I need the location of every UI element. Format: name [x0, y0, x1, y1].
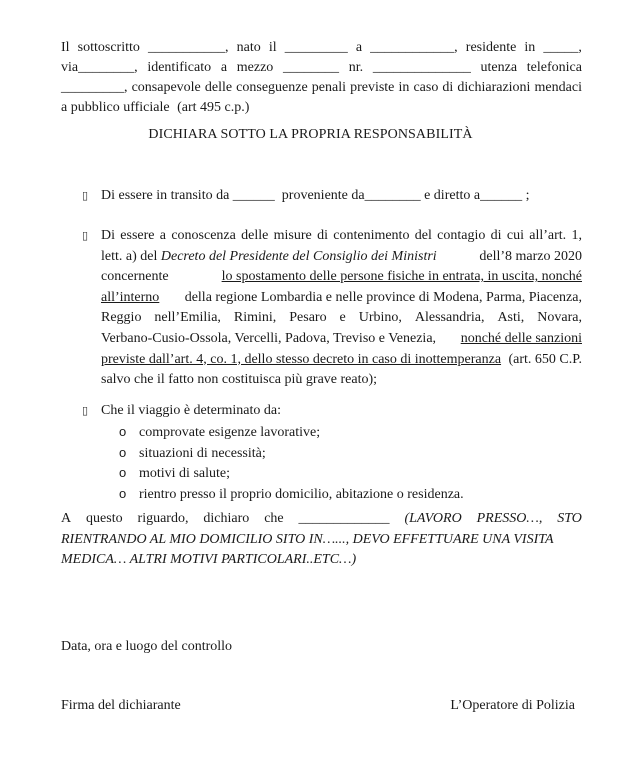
- concernente-text: concernente: [101, 269, 173, 285]
- awareness-word: del: [414, 228, 432, 243]
- intro-word: caso: [413, 80, 439, 95]
- regard-word: (LAVORO: [404, 511, 462, 526]
- awareness-word: contagio: [437, 228, 486, 243]
- intro-word: a: [220, 60, 228, 75]
- intro-word: delle: [204, 80, 233, 95]
- intro-word: nato: [236, 40, 261, 55]
- bullet-icon: ▯: [82, 229, 89, 242]
- awareness-word: di: [490, 228, 502, 243]
- list-item-text: situazioni di necessità;: [139, 445, 266, 461]
- awareness-line-4: [101, 288, 582, 309]
- bullet-icon: ▯: [82, 404, 89, 417]
- awareness-line-8: salvo che il fatto non costituisca più grave reato);: [101, 372, 378, 388]
- intro-line-1: [61, 38, 582, 58]
- list-item: [119, 463, 464, 484]
- intro-word: sottoscritto: [77, 40, 140, 55]
- awareness-line-1: [101, 226, 582, 247]
- list-item-transit: [82, 186, 582, 207]
- regard-paragraph: [61, 509, 582, 571]
- intro-word: in: [398, 80, 410, 95]
- awareness-line-2: [101, 247, 582, 268]
- list-item: [119, 443, 464, 464]
- regard-word: dichiaro: [203, 511, 250, 526]
- awareness-line-5: [101, 308, 582, 329]
- awareness-word: Reggio: [101, 310, 142, 326]
- awareness-text: [101, 226, 582, 391]
- trip-reason-sublist: [119, 422, 464, 504]
- awareness-line-6: [101, 329, 582, 350]
- awareness-word: essere: [120, 228, 155, 243]
- control-date-label: Data, ora e luogo del controllo: [61, 639, 233, 654]
- list-item-text: motivi di salute;: [139, 466, 230, 481]
- awareness-word: all’art.: [529, 228, 567, 243]
- intro-word: Il: [61, 40, 70, 55]
- awareness-word: di: [317, 228, 328, 243]
- intro-word: ____________,: [370, 40, 458, 55]
- intro-word: il: [268, 40, 277, 55]
- intro-word: _________: [284, 40, 348, 55]
- awareness-word: Asti,: [497, 310, 525, 326]
- intro-word: via________,: [61, 60, 138, 75]
- intro-word: _____,: [543, 40, 582, 55]
- regions-text: della regione Lombardia e nelle province di Modena, Parma, Piacenza,: [181, 289, 582, 305]
- regard-word: A: [61, 511, 72, 526]
- intro-line-4: [61, 98, 582, 118]
- awareness-word: nell’Emilia,: [154, 310, 221, 326]
- regard-word: riguardo,: [137, 511, 189, 526]
- decree-date: dell’8 marzo 2020: [475, 248, 582, 264]
- intro-line-2: [61, 58, 582, 78]
- awareness-word: Urbino,: [358, 310, 402, 326]
- declarant-signature-label: Firma del dichiarante: [61, 698, 181, 713]
- all-interno-text: all’interno: [101, 289, 160, 305]
- circle-bullet-icon: o: [119, 485, 127, 501]
- transit-text: Di essere in transito da ______ proveniente da________ e diretto a______ ;: [101, 188, 530, 203]
- awareness-word: Alessandria,: [414, 310, 485, 326]
- awareness-word: conoscenza: [171, 228, 236, 243]
- list-item-text: rientro presso il proprio domicilio, abitazione o residenza.: [139, 486, 464, 502]
- declarant-intro-paragraph: [61, 38, 582, 118]
- awareness-word: 1,: [571, 228, 582, 243]
- intro-word: residente: [465, 40, 517, 55]
- regard-line-2: RIENTRANDO AL MIO DOMICILIO SITO IN…..., DEVO EFFETTUARE UNA VISITA: [61, 531, 554, 547]
- intro-word: identificato: [147, 60, 212, 75]
- awareness-word: a: [159, 228, 167, 243]
- regard-word: PRESSO…,: [476, 511, 543, 526]
- intro-word: telefonica: [526, 60, 582, 75]
- intro-word: previste: [350, 80, 395, 95]
- awareness-word: Rimini,: [233, 310, 277, 326]
- intro-word: penali: [311, 80, 346, 95]
- intro-line-3: [61, 78, 582, 98]
- awareness-word: Pesaro: [289, 310, 327, 326]
- intro-word: ___________,: [148, 40, 229, 55]
- list-item-trip-reason: [82, 401, 582, 422]
- awareness-word: Di: [101, 228, 115, 243]
- intro-word: mezzo: [236, 60, 274, 75]
- circle-bullet-icon: o: [119, 465, 127, 480]
- awareness-word: delle: [241, 228, 269, 243]
- awareness-line-3: [101, 267, 582, 288]
- decree-title: Decreto del Presidente del Consiglio dei Ministri: [160, 248, 437, 264]
- regard-word: questo: [86, 511, 123, 526]
- awareness-word: cui: [506, 228, 524, 243]
- regard-line-1: [61, 509, 582, 530]
- intro-word: ________: [283, 60, 339, 75]
- bullet-icon: ▯: [82, 189, 89, 202]
- circle-bullet-icon: o: [119, 424, 127, 439]
- intro-word: nr.: [348, 60, 364, 75]
- sanctions-underlined-text: nonché delle sanzioni: [460, 330, 582, 346]
- circle-bullet-icon: o: [119, 444, 127, 460]
- awareness-word: Novara,: [537, 310, 582, 326]
- awareness-word: e: [339, 310, 346, 326]
- awareness-line-7: [101, 350, 582, 371]
- intro-word: _________,: [61, 80, 128, 95]
- regard-line-3: MEDICA… ALTRI MOTIVI PARTICOLARI..ETC…): [61, 552, 357, 567]
- movement-underlined-text: lo spostamento delle persone fisiche in entrata, in uscita, nonché: [221, 269, 582, 285]
- intro-word: a: [355, 40, 363, 55]
- police-officer-label: L’Operatore di Polizia: [450, 698, 575, 713]
- list-item: [119, 484, 464, 505]
- declaration-title: DICHIARA SOTTO LA PROPRIA RESPONSABILITÀ: [148, 127, 473, 142]
- intro-word: di: [442, 80, 454, 95]
- awareness-word: contenimento: [333, 228, 410, 243]
- trip-reason-text: Che il viaggio è determinato da:: [101, 403, 282, 418]
- intro-line-4-text: a pubblico ufficiale: [61, 100, 174, 115]
- list-item-awareness: [82, 226, 582, 391]
- art4-underlined-text: previste dall’art. 4, co. 1, dello stesso decreto in caso di inottemperanza: [101, 351, 502, 367]
- intro-word: consapevole: [131, 80, 201, 95]
- awareness-word: misure: [273, 228, 312, 243]
- list-item-text: comprovate esigenze lavorative;: [139, 425, 321, 440]
- intro-word: ______________: [372, 60, 471, 75]
- article-reference: (art 495 c.p.): [177, 100, 250, 115]
- intro-word: conseguenze: [236, 80, 308, 95]
- list-item: [119, 422, 464, 443]
- intro-word: dichiarazioni: [457, 80, 531, 95]
- regard-word: STO: [557, 511, 582, 526]
- intro-word: utenza: [480, 60, 518, 75]
- provinces-text: Verbano-Cusio-Ossola, Vercelli, Padova, Treviso e Venezia,: [101, 330, 440, 346]
- regard-word: _____________: [298, 511, 390, 526]
- intro-word: in: [524, 40, 536, 55]
- art650-text: (art. 650 C.P.: [505, 351, 582, 367]
- regard-word: che: [264, 511, 284, 526]
- decree-intro: lett. a) del: [101, 248, 161, 264]
- intro-word: mendaci: [534, 80, 582, 95]
